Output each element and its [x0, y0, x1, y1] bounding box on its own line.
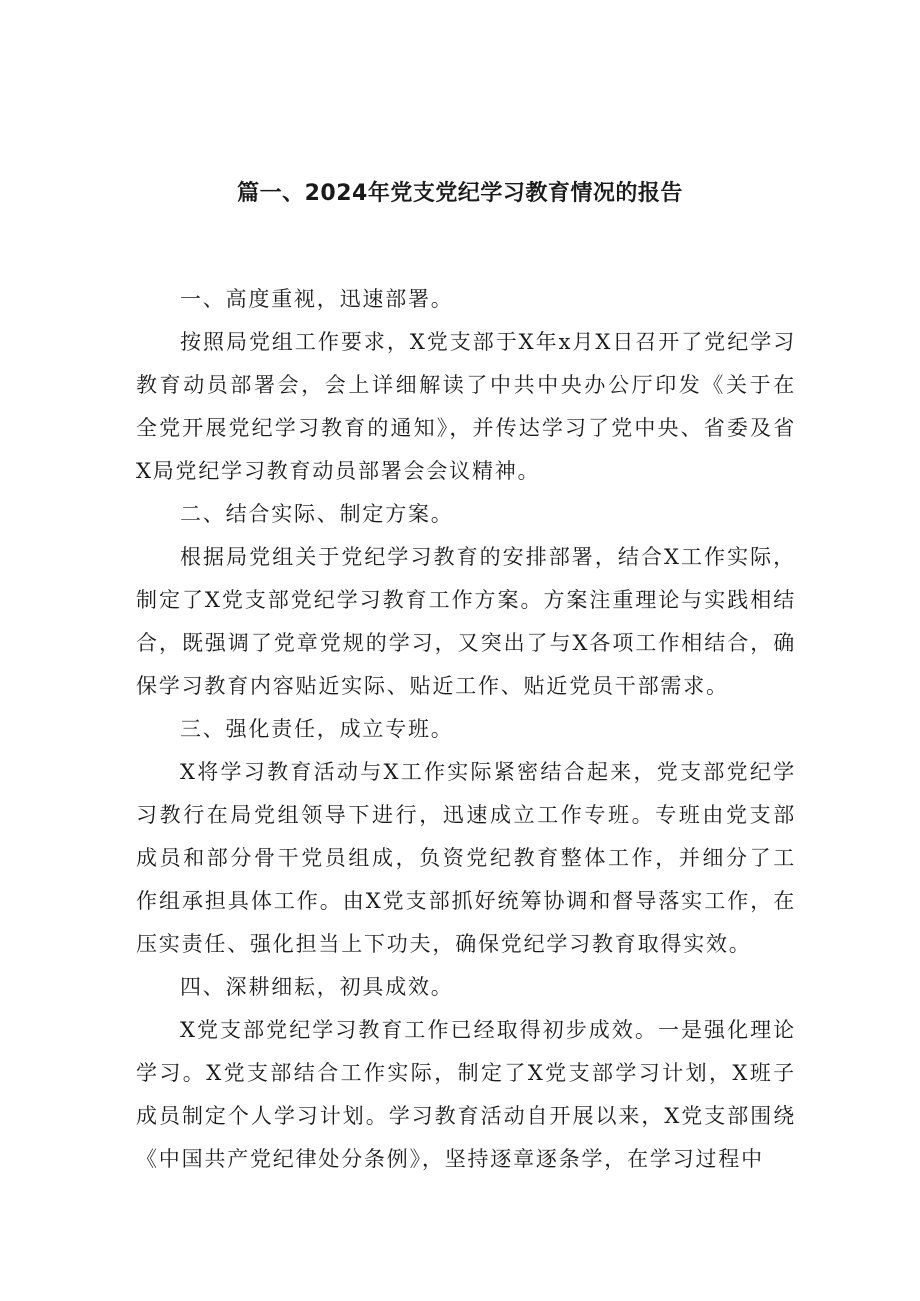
- document-body: [136, 278, 796, 1181]
- section-heading-4: 四、深耕细耘，初具成效。: [180, 975, 454, 999]
- document-title: 篇一、2024年党支党纪学习教育情况的报告: [237, 181, 683, 206]
- paragraph-4: X党支部党纪学习教育工作已经取得初步成效。一是强化理论学习。X党支部结合工作实际，制定了X党支部学习计划，X班子成员制定个人学习计划。学习教育活动自开展以来，X党支部围绕《中国共产党纪律处分条例》，坚持逐章逐条学，在学习过程中: [136, 1018, 796, 1171]
- section-heading-3: 三、强化责任，成立专班。: [180, 717, 454, 741]
- section-heading-2: 二、结合实际、制定方案。: [180, 502, 454, 526]
- paragraph-2: 根据局党组关于党纪学习教育的安排部署，结合X工作实际，制定了X党支部党纪学习教育工作方案。方案注重理论与实践相结合，既强调了党章党规的学习，又突出了与X各项工作相结合，确保学习教育内容贴近实际、贴近工作、贴近党员干部需求。: [136, 545, 796, 698]
- paragraph-1: 按照局党组工作要求，X党支部于X年x月X日召开了党纪学习教育动员部署会，会上详细解读了中共中央办公厅印发《关于在全党开展党纪学习教育的通知》，并传达学习了党中央、省委及省X局党纪学习教育动员部署会会议精神。: [136, 330, 796, 483]
- paragraph-3: X将学习教育活动与X工作实际紧密结合起来，党支部党纪学习教行在局党组领导下进行，迅速成立工作专班。专班由党支部成员和部分骨干党员组成，负资党纪教育整体工作，并细分了工作组承担具体工作。由X党支部抓好统筹协调和督导落实工作，在压实责任、强化担当上下功夫，确保党纪学习教育取得实效。: [136, 760, 796, 956]
- section-heading-1: 一、高度重视，迅速部署。: [180, 287, 454, 311]
